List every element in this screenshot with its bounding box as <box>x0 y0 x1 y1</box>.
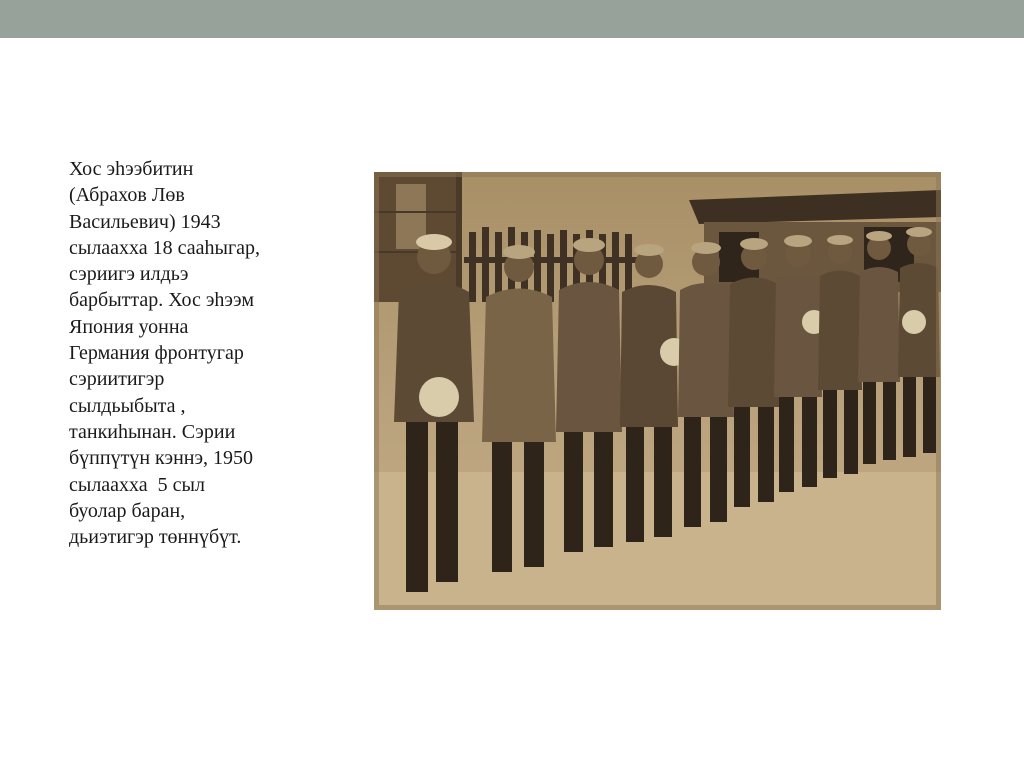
text-line: Германия фронтугар <box>69 342 244 365</box>
text-line: сэриитигэр <box>69 368 165 391</box>
text-line: сылдьыбыта , <box>69 394 186 417</box>
text-line: танкиһынан. Сэрии <box>69 420 236 443</box>
photo-illustration <box>374 172 941 610</box>
text-line: буолар баран, <box>69 499 186 522</box>
text-line: Япония уонна <box>69 315 189 338</box>
text-line: барбыттар. Хос эһээм <box>69 289 255 312</box>
text-line: Васильевич) 1943 <box>69 210 221 233</box>
text-line: (Абрахов Лөв <box>69 184 185 207</box>
text-line: сылаахха 5 сыл <box>69 473 205 496</box>
text-line: Хос эһээбитин <box>69 158 194 180</box>
text-line: сэриигэ илдьэ <box>69 263 189 286</box>
text-line: дьиэтигэр төннүбүт. <box>69 526 242 549</box>
slide-body-text <box>69 156 369 550</box>
historical-photo <box>374 172 941 610</box>
text-line: сылаахха 18 сааһыгар, <box>69 236 261 259</box>
text-line: бүппүтүн кэннэ, 1950 <box>69 447 254 470</box>
top-accent-band <box>0 0 1024 38</box>
